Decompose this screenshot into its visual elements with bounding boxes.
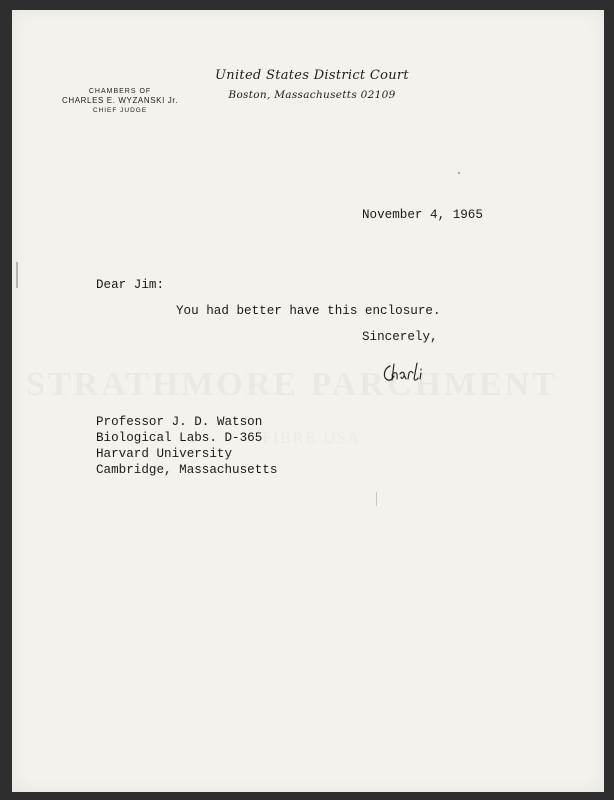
closing: Sincerely, [362, 330, 438, 344]
paper-mark [376, 492, 377, 506]
court-letterhead [212, 68, 412, 101]
chambers-label: CHAMBERS OF [88, 88, 152, 95]
chambers-block [50, 88, 190, 114]
letter-page [12, 10, 604, 792]
letter-date: November 4, 1965 [362, 208, 483, 222]
court-location: Boston, Massachusetts 02109 [228, 89, 396, 101]
recipient-address [96, 414, 277, 478]
court-name: United States District Court [215, 68, 409, 83]
judge-name: CHARLES E. WYZANSKI Jr. [61, 96, 179, 105]
recipient-line: Harvard University [96, 447, 233, 461]
letter-body: You had better have this enclosure. [176, 304, 441, 318]
recipient-line: Biological Labs. D-365 [96, 431, 263, 445]
handwritten-signature [380, 360, 436, 386]
judge-title: CHIEF JUDGE [92, 107, 148, 114]
salutation: Dear Jim: [96, 278, 165, 292]
recipient-line: Cambridge, Massachusetts [96, 463, 278, 477]
paper-speck [458, 172, 460, 174]
recipient-line: Professor J. D. Watson [96, 415, 263, 429]
paper-watermark [26, 366, 558, 404]
margin-mark [16, 262, 18, 288]
